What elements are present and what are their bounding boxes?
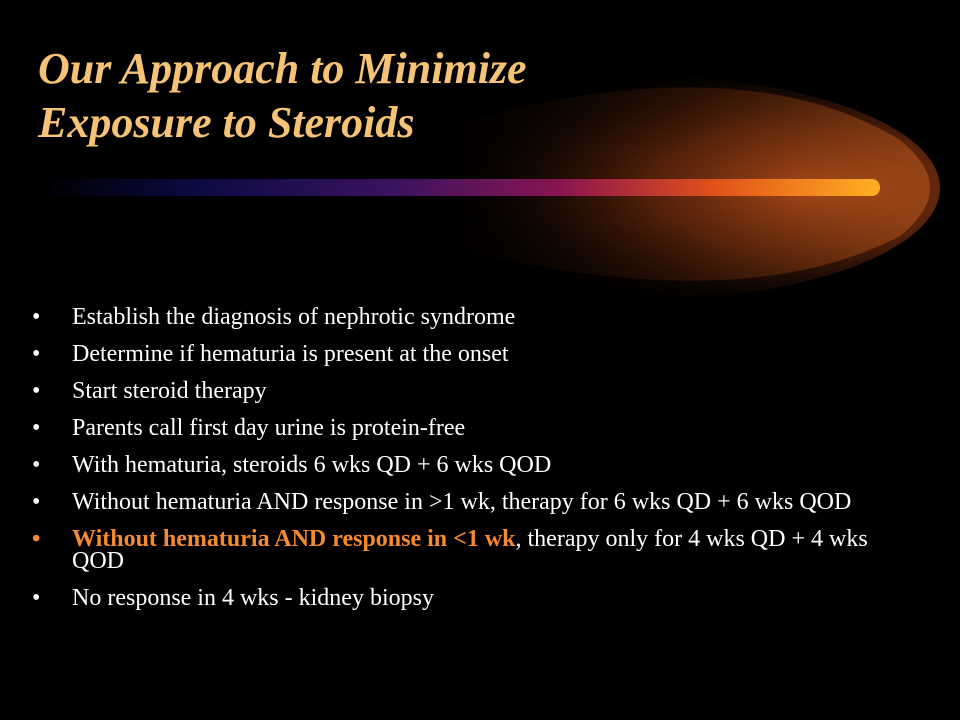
bullet-text: Start steroid therapy	[72, 378, 267, 404]
slide-title-line-2: Exposure to Steroids	[38, 98, 415, 147]
bullet-text: , therapy only for 4 wks QD + 4 wks QOD	[72, 526, 868, 574]
bullet-marker: •	[32, 489, 41, 515]
bullet-marker: •	[32, 304, 41, 330]
bullet-text: Establish the diagnosis of nephrotic syndrome	[72, 304, 516, 330]
bullet-item	[0, 380, 960, 402]
bullet-marker: •	[32, 341, 41, 367]
bullet-text: Parents call first day urine is protein-free	[72, 415, 466, 441]
bullet-marker: •	[32, 415, 41, 441]
bullet-marker: •	[32, 452, 41, 478]
bullet-item	[0, 343, 960, 365]
bullet-text: With hematuria, steroids 6 wks QD + 6 wks QOD	[72, 452, 552, 478]
slide-title	[38, 42, 527, 150]
bullet-list	[0, 306, 960, 624]
bullet-item	[0, 306, 960, 328]
bullet-text: Determine if hematuria is present at the onset	[72, 341, 509, 367]
bullet-item	[0, 417, 960, 439]
bullet-item	[0, 454, 960, 476]
bullet-marker: •	[32, 378, 41, 404]
bullet-marker: •	[32, 526, 41, 552]
bullet-marker: •	[32, 585, 41, 611]
slide-title-line-1: Our Approach to Minimize	[38, 44, 527, 93]
bullet-highlight-text: Without hematuria AND response in <1 wk	[72, 526, 516, 552]
bullet-item	[0, 491, 960, 513]
bullet-item-highlighted	[0, 528, 960, 572]
bullet-text: No response in 4 wks - kidney biopsy	[72, 585, 434, 611]
bullet-text: Without hematuria AND response in >1 wk, therapy for 6 wks QD + 6 wks QOD	[72, 489, 852, 515]
bullet-item	[0, 587, 960, 609]
